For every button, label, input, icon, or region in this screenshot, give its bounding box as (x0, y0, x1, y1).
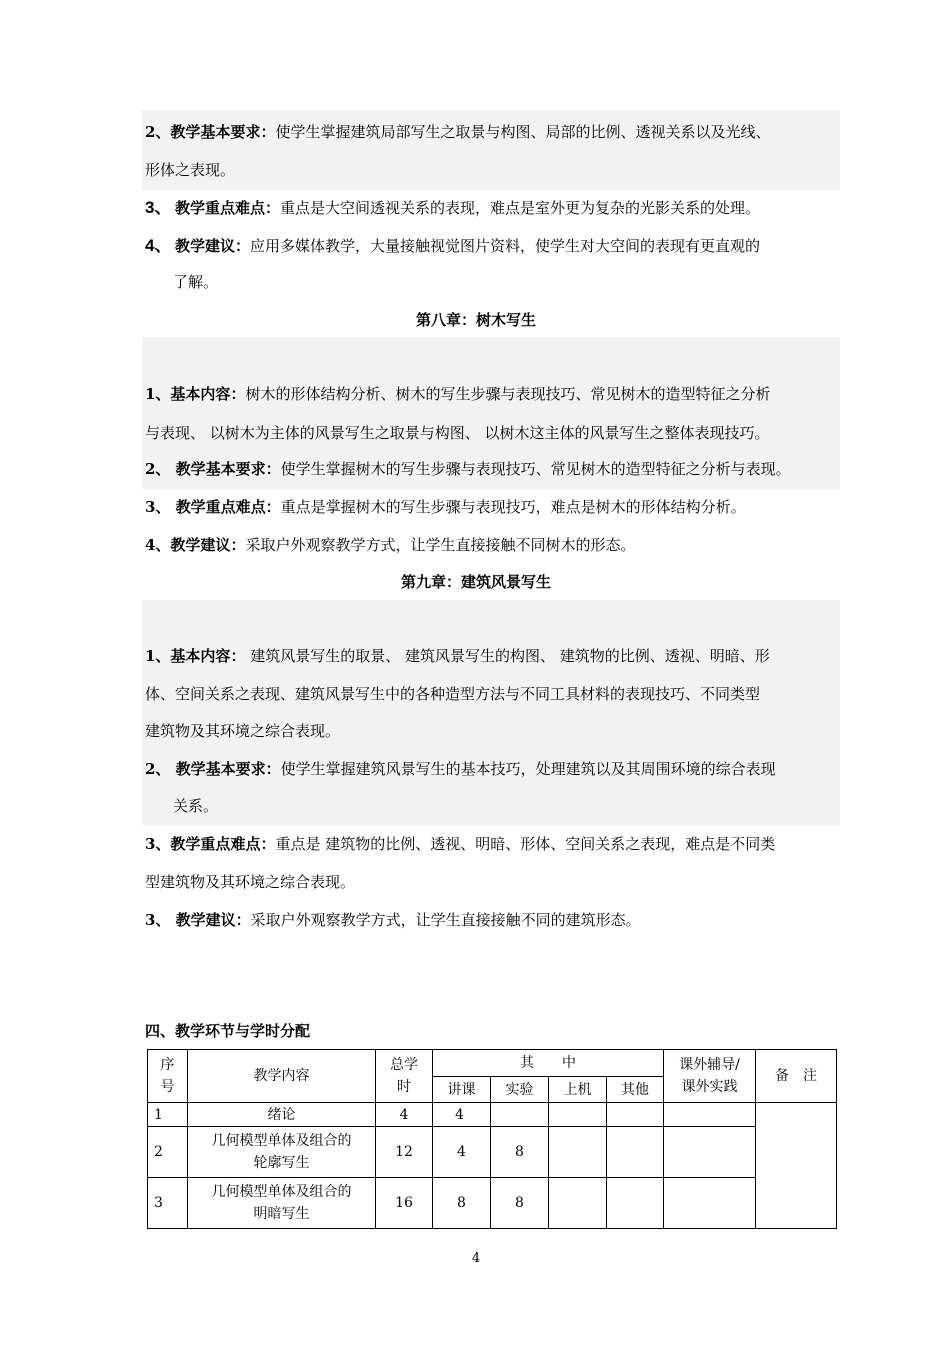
cell-seq: 2 (148, 1127, 188, 1178)
header-computer: 上机 (549, 1077, 607, 1103)
table-row (148, 1178, 837, 1229)
cell-computer (549, 1178, 607, 1229)
ch8-requirements: 2、 教学基本要求：使学生掌握树木的写生步骤与表现技巧、常见树木的造型特征之分析与表现。 (145, 460, 791, 478)
cell-content: 几何模型单体及组合的 明暗写生 (188, 1178, 376, 1229)
ch7-suggestion: 4、 教学建议：应用多媒体教学，大量接触视觉图片资料，使学生对大空间的表现有更直观的 (145, 236, 761, 255)
hours-allocation-table (147, 1049, 837, 1229)
chapter-9-title: 第九章：建筑风景写生 (400, 573, 551, 591)
cell-lab: 8 (491, 1178, 549, 1229)
header-seq: 序 号 (148, 1050, 188, 1103)
cell-extra (664, 1178, 756, 1229)
section-4-title: 四、教学环节与学时分配 (145, 1022, 311, 1040)
ch8-content: 1、基本内容：树木的形体结构分析、树木的写生步骤与表现技巧、常见树木的造型特征之分析 (145, 385, 771, 403)
ch7-requirements-cont: 形体之表现。 (145, 161, 236, 179)
cell-other (607, 1178, 664, 1229)
cell-lecture: 4 (433, 1103, 491, 1127)
page-number: 4 (471, 1251, 481, 1266)
ch7-key-points: 3、 教学重点难点：重点是大空间透视关系的表现，难点是室外更为复杂的光影关系的处理。 (145, 198, 761, 217)
cell-content: 绪论 (188, 1103, 376, 1127)
table-header-row (148, 1050, 837, 1077)
header-lecture: 讲课 (433, 1077, 491, 1103)
header-remark: 备 注 (756, 1050, 837, 1103)
ch9-requirements: 2、 教学基本要求：使学生掌握建筑风景写生的基本技巧，处理建筑以及其周围环境的综合表现 (145, 760, 776, 778)
cell-other (607, 1103, 664, 1127)
ch8-content-cont: 与表现、 以树木为主体的风景写生之取景与构图、 以树木这主体的风景写生之整体表现技巧。 (145, 424, 770, 442)
cell-lab (491, 1103, 549, 1127)
cell-computer (549, 1103, 607, 1127)
header-content: 教学内容 (188, 1050, 376, 1103)
header-total: 总学 时 (376, 1050, 433, 1103)
cell-total: 16 (376, 1178, 433, 1229)
cell-extra (664, 1103, 756, 1127)
header-other: 其他 (607, 1077, 664, 1103)
cell-computer (549, 1127, 607, 1178)
chapter-8-title: 第八章：树木写生 (415, 311, 536, 329)
cell-lab: 8 (491, 1127, 549, 1178)
ch9-requirements-cont: 关系。 (173, 797, 219, 815)
cell-content: 几何模型单体及组合的 轮廓写生 (188, 1127, 376, 1178)
ch9-suggestion: 3、 教学建议：采取户外观察教学方式，让学生直接接触不同的建筑形态。 (145, 911, 641, 929)
header-extra: 课外辅导/ 课外实践 (664, 1050, 756, 1103)
cell-remark (756, 1103, 837, 1229)
cell-lecture: 4 (433, 1127, 491, 1178)
ch9-content: 1、基本内容： 建筑风景写生的取景、 建筑风景写生的构图、 建筑物的比例、透视、明暗、形 (145, 647, 770, 665)
cell-total: 12 (376, 1127, 433, 1178)
ch9-key-points: 3、教学重点难点：重点是 建筑物的比例、透视、明暗、形体、空间关系之表现，难点是不同类 (145, 835, 776, 853)
ch8-key-points: 3、 教学重点难点：重点是掌握树木的写生步骤与表现技巧，难点是树木的形体结构分析。 (145, 498, 746, 516)
header-breakdown: 其 中 (433, 1050, 664, 1077)
cell-other (607, 1127, 664, 1178)
ch9-content-cont2: 建筑物及其环境之综合表现。 (145, 722, 341, 740)
cell-extra (664, 1127, 756, 1178)
ch9-key-points-cont: 型建筑物及其环境之综合表现。 (145, 873, 356, 891)
table-row (148, 1103, 837, 1127)
cell-total: 4 (376, 1103, 433, 1127)
cell-seq: 3 (148, 1178, 188, 1229)
cell-seq: 1 (148, 1103, 188, 1127)
header-lab: 实验 (491, 1077, 549, 1103)
ch7-requirements: 2、教学基本要求：使学生掌握建筑局部写生之取景与构图、局部的比例、透视关系以及光线、 (145, 123, 771, 141)
cell-lecture: 8 (433, 1178, 491, 1229)
ch7-suggestion-cont: 了解。 (173, 273, 219, 291)
table-row (148, 1127, 837, 1178)
ch8-suggestion: 4、教学建议：采取户外观察教学方式，让学生直接接触不同树木的形态。 (145, 536, 636, 554)
ch9-content-cont: 体、空间关系之表现、建筑风景写生中的各种造型方法与不同工具材料的表现技巧、不同类型 (145, 685, 761, 703)
shading-band (142, 600, 840, 825)
